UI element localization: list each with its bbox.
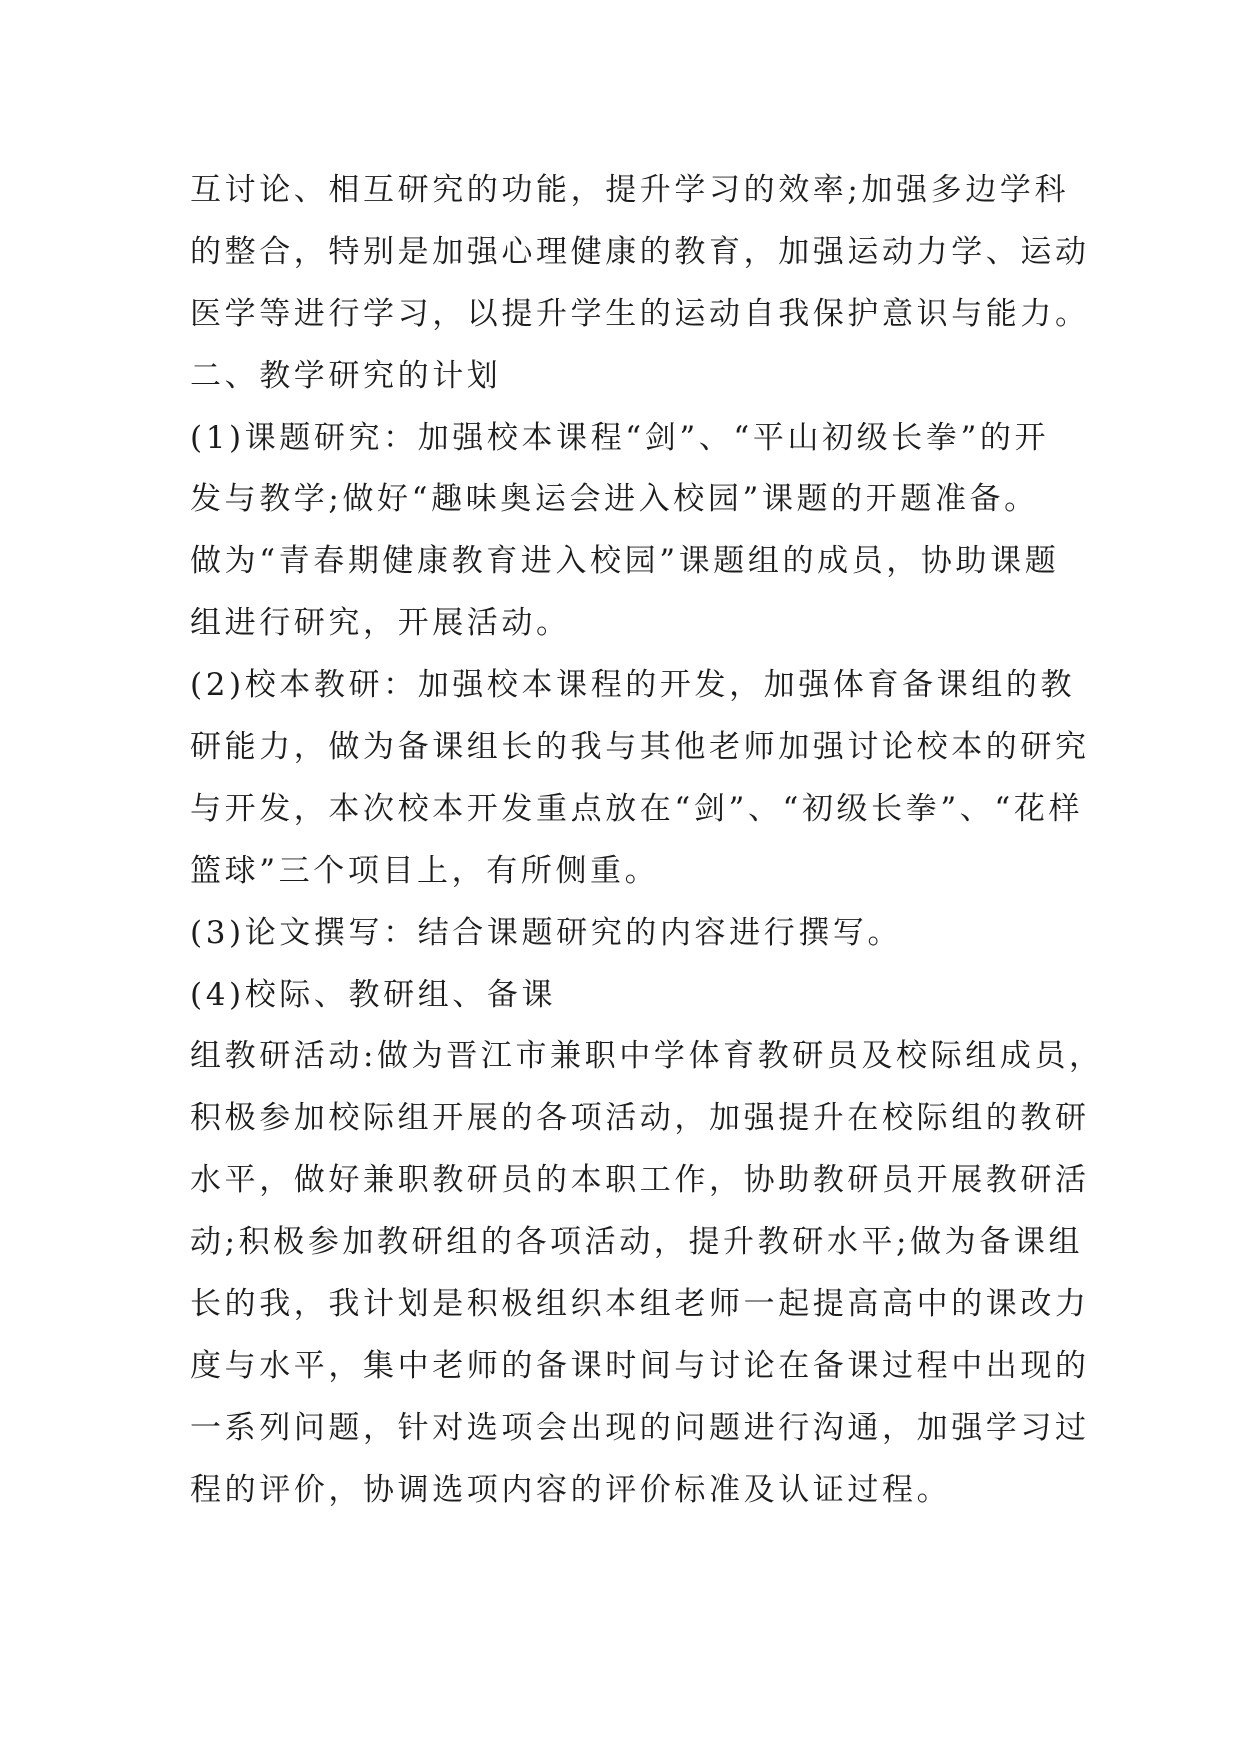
text-line: 互讨论、相互研究的功能，提升学习的效率;加强多边学科	[190, 172, 1070, 208]
text-line: 做为“青春期健康教育进入校园”课题组的成员，协助课题	[190, 543, 1060, 580]
text-line: 一系列问题，针对选项会出现的问题进行沟通，加强学习过	[190, 1409, 1090, 1446]
document-body	[190, 160, 1104, 1522]
section-heading: 二、教学研究的计划	[190, 357, 502, 394]
text-line: 程的评价，协调选项内容的评价标准及认证过程。	[190, 1471, 952, 1508]
text-line: 动;积极参加教研组的各项活动，提升教研水平;做为备课组	[190, 1224, 1084, 1261]
text-line: 研能力，做为备课组长的我与其他老师加强讨论校本的研究	[190, 729, 1090, 766]
text-line: 积极参加校际组开展的各项活动，加强提升在校际组的教研	[190, 1100, 1090, 1137]
text-line: 长的我，我计划是积极组织本组老师一起提高高中的课改力	[190, 1286, 1090, 1323]
text-line: 组进行研究，开展活动。	[190, 605, 571, 642]
text-line: (3)论文撰写：结合课题研究的内容进行撰写。	[190, 914, 903, 951]
text-line: 发与教学;做好“趣味奥运会进入校园”课题的开题准备。	[190, 481, 1039, 518]
text-line: 篮球”三个项目上，有所侧重。	[190, 852, 660, 889]
text-line: (1)课题研究：加强校本课程“剑”、“平山初级长拳”的开	[190, 419, 1050, 456]
text-line: 的整合，特别是加强心理健康的教育，加强运动力学、运动	[190, 233, 1090, 270]
text-line: 组教研活动:做为晋江市兼职中学体育教研员及校际组成员，	[190, 1038, 1104, 1075]
text-line: 医学等进行学习，以提升学生的运动自我保护意识与能力。	[190, 295, 1090, 332]
text-line: (4)校际、教研组、备课	[190, 976, 557, 1013]
text-line: (2)校本教研：加强校本课程的开发，加强体育备课组的教	[190, 667, 1076, 704]
text-line: 水平，做好兼职教研员的本职工作，协助教研员开展教研活	[190, 1162, 1090, 1199]
text-line: 度与水平，集中老师的备课时间与讨论在备课过程中出现的	[190, 1347, 1090, 1384]
text-line: 与开发，本次校本开发重点放在“剑”、“初级长拳”、“花样	[190, 790, 1084, 827]
